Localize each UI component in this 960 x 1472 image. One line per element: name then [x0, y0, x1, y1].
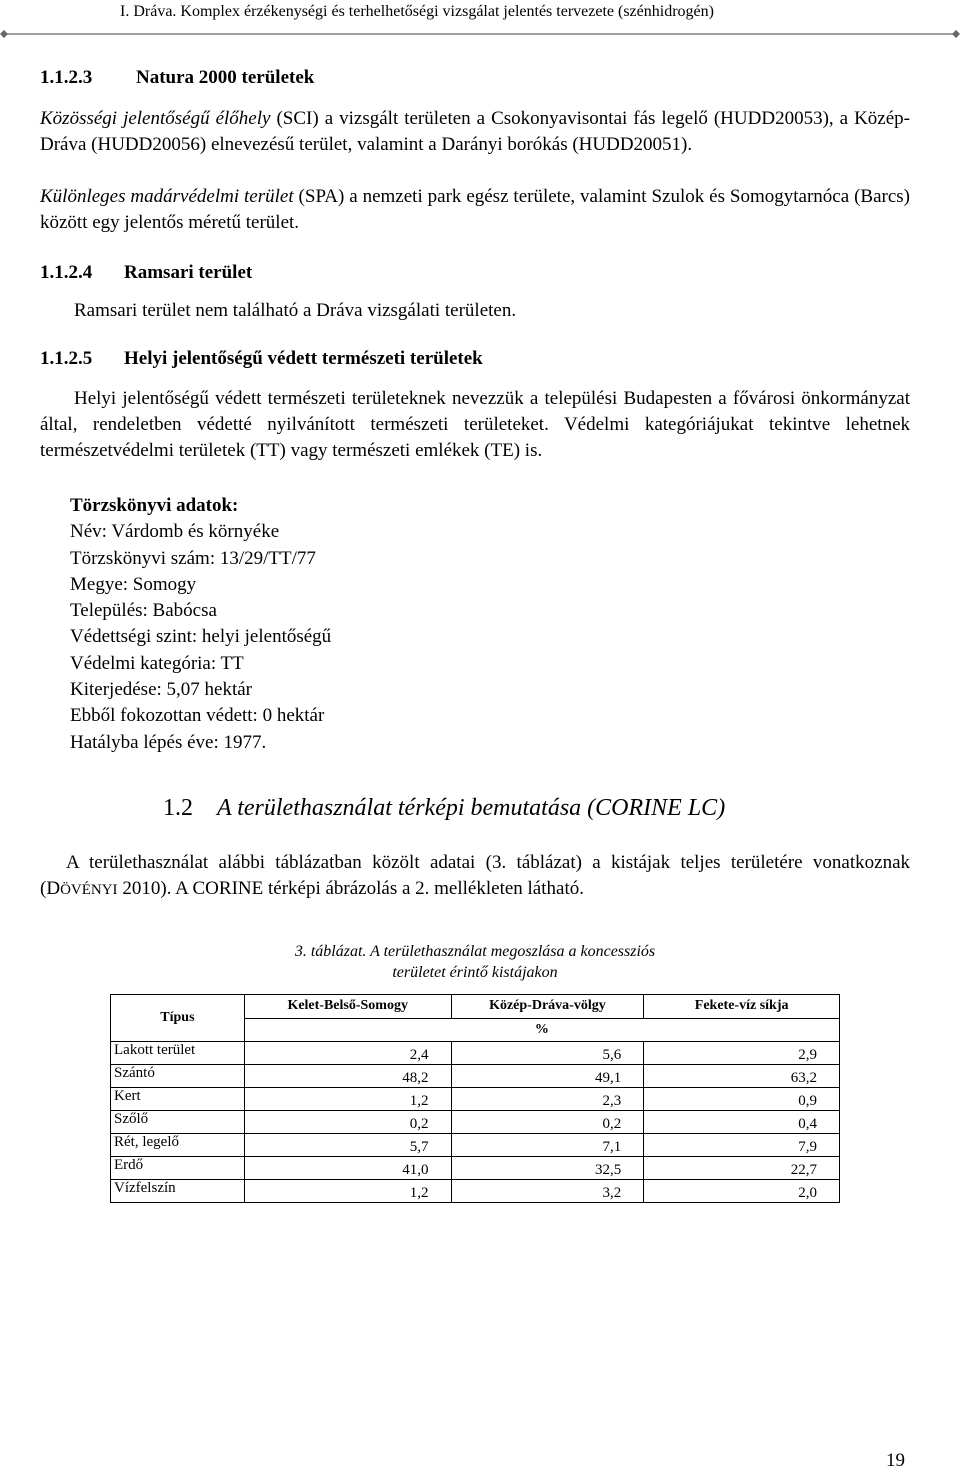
table-row: [111, 1042, 840, 1065]
row-label: Vízfelszín: [111, 1180, 245, 1203]
table-row: [111, 1088, 840, 1111]
section-title-12: [163, 795, 725, 822]
heading-1123: [40, 67, 314, 89]
registry-item: Törzskönyvi szám: 13/29/TT/77: [70, 547, 316, 569]
land-use-paragraph: [40, 850, 910, 903]
cell-value: 32,5: [451, 1157, 644, 1180]
cell-value: 5,6: [451, 1042, 644, 1065]
cell-value: 2,3: [451, 1088, 644, 1111]
caption-line: 3. táblázat. A területhasználat megoszlása a koncessziós: [294, 943, 656, 960]
col-header: Fekete-víz síkja: [644, 995, 840, 1019]
table-row: [111, 1134, 840, 1157]
row-label: Szántó: [111, 1065, 245, 1088]
registry-item: Hatályba lépés éve: 1977.: [70, 731, 267, 753]
land-use-text-b: 2010). A CORINE térképi ábrázolás a 2. mellékleten látható.: [117, 878, 584, 899]
row-label: Kert: [111, 1088, 245, 1111]
sci-text: (SCI) a vizsgált területen a Csokonyavisontai fás legelő (HUDD20053), a Közép-Dráva (HUDD20056) elnevezésű terület, valamint a Darányi borókás (HUDD20051).: [40, 108, 910, 155]
registry-list: [70, 493, 331, 756]
registry-item: Védettségi szint: helyi jelentőségű: [70, 626, 332, 648]
row-label: Rét, legelő: [111, 1134, 245, 1157]
cell-value: 0,4: [644, 1111, 840, 1134]
page-number: 19: [886, 1450, 905, 1471]
registry-item: Megye: Somogy: [70, 573, 197, 595]
table-header-row: [111, 995, 840, 1019]
natura-sci-paragraph: [40, 106, 910, 158]
local-protected-paragraph: Helyi jelentőségű védett természeti területeknek nevezzük a települési Budapesten a fővárosi önkormányzat által, rendeletben védetté nyilvánított természeti területeket. Védelmi kategóriájukat tekintve lehetnek természetvédelmi területek (TT) vagy természeti emlékek (TE) is.: [40, 388, 910, 461]
registry-item: Védelmi kategória: TT: [70, 652, 244, 674]
table-row: [111, 1157, 840, 1180]
running-header: I. Dráva. Komplex érzékenységi és terhelhetőségi vizsgálat jelentés tervezete (szénhidrogén): [120, 3, 714, 20]
cell-value: 5,7: [244, 1134, 451, 1157]
cell-value: 49,1: [451, 1065, 644, 1088]
cell-value: 7,1: [451, 1134, 644, 1157]
table-row: [111, 1180, 840, 1203]
cell-value: 2,0: [644, 1180, 840, 1203]
row-label: Szőlő: [111, 1111, 245, 1134]
heading-title: Ramsari terület: [124, 262, 253, 283]
cell-value: 1,2: [244, 1180, 451, 1203]
registry-item: Kiterjedése: 5,07 hektár: [70, 679, 253, 701]
cell-value: 63,2: [644, 1065, 840, 1088]
cell-value: 0,2: [451, 1111, 644, 1134]
cell-value: 41,0: [244, 1157, 451, 1180]
ramsar-paragraph: Ramsari terület nem található a Dráva vizsgálati területen.: [74, 300, 517, 321]
cell-value: 2,9: [644, 1042, 840, 1065]
cell-value: 7,9: [644, 1134, 840, 1157]
registry-title: Törzskönyvi adatok:: [70, 495, 239, 516]
cell-value: 3,2: [451, 1180, 644, 1203]
spa-term: Különleges madárvédelmi terület: [40, 186, 294, 207]
col-header: Kelet-Belső-Somogy: [244, 995, 451, 1019]
header-rule: [0, 30, 960, 38]
registry-item: Település: Babócsa: [70, 600, 217, 622]
registry-item: Név: Várdomb és környéke: [70, 521, 280, 543]
cell-value: 0,2: [244, 1111, 451, 1134]
caption-line: területet érintő kistájakon: [392, 964, 558, 981]
cell-value: 22,7: [644, 1157, 840, 1180]
heading-number: 1.1.2.3: [40, 67, 93, 88]
heading-number: 1.1.2.5: [40, 348, 93, 369]
table-caption: [240, 941, 710, 983]
natura-spa-paragraph: [40, 184, 910, 236]
sci-term: Közösségi jelentőségű élőhely: [40, 108, 271, 129]
col-header: Közép-Dráva-völgy: [451, 995, 644, 1019]
section-title-text: A területhasználat térképi bemutatása (CORINE LC): [217, 795, 726, 821]
land-use-text-a: A területhasználat alábbi táblázatban közölt adatai (3. táblázat) a kistájak teljes területére vonatkoznak (D: [40, 852, 910, 899]
heading-title: Helyi jelentőségű védett természeti területek: [124, 348, 483, 369]
heading-1124: [40, 262, 252, 284]
section-number: 1.2: [163, 795, 193, 821]
heading-title: Natura 2000 területek: [136, 67, 315, 88]
unit-cell: %: [244, 1018, 839, 1042]
col-header-tipus: Típus: [111, 995, 245, 1042]
table-row: [111, 1111, 840, 1134]
heading-number: 1.1.2.4: [40, 262, 93, 283]
heading-1125: [40, 348, 483, 370]
land-use-table: [110, 994, 840, 1203]
spa-text: (SPA) a nemzeti park egész területe, valamint Szulok és Somogytarnóca (Barcs) között egy jelentős méretű terület.: [40, 186, 910, 233]
cell-value: 1,2: [244, 1088, 451, 1111]
table-row: [111, 1065, 840, 1088]
registry-item: Ebből fokozottan védett: 0 hektár: [70, 705, 325, 727]
cell-value: 2,4: [244, 1042, 451, 1065]
cell-value: 48,2: [244, 1065, 451, 1088]
row-label: Erdő: [111, 1157, 245, 1180]
row-label: Lakott terület: [111, 1042, 245, 1065]
cell-value: 0,9: [644, 1088, 840, 1111]
author-smallcaps: ÖVÉNYI: [60, 882, 118, 898]
